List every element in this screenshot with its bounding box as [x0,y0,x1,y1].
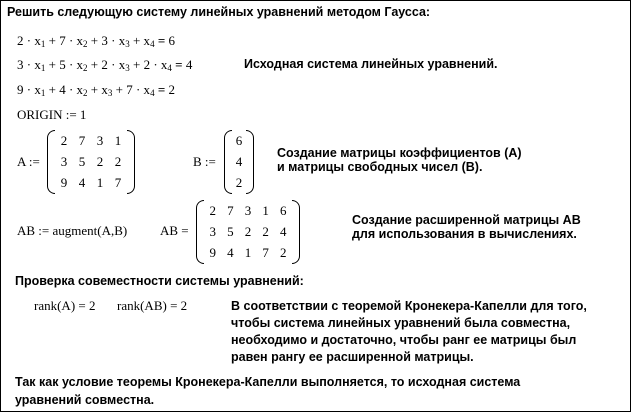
eq1-rhs: 6 [168,33,175,48]
eq3-rhs: 2 [168,82,175,97]
matrix-ab-cell: 4 [279,223,287,239]
matrix-b-right-bracket [246,130,254,194]
problem-title: Решить следующую систему линейных уравнений методом Гаусса: [7,5,431,19]
eq1-coef-2: 7 [59,33,66,48]
caption-matrices-line-2: и матрицы свободных чисел (B). [277,160,483,174]
matrix-ab-cell: 2 [209,202,217,218]
theorem-text [231,298,587,366]
matrix-a [47,130,135,194]
matrix-ab-label: AB = [160,223,189,238]
equation-3: $9 \cdot x_1 + 4 \cdot x_2 + x_3 + 7 \cdot x_4 = 2$ [17,82,175,98]
conclusion-text [15,373,520,409]
matrix-a-right-bracket [127,130,135,194]
theorem-line-4: равен рангу ее расширенной матрицы. [231,350,474,364]
matrix-a-cell: 3 [60,153,68,169]
eq2-coef-3: 2 [101,57,108,72]
matrix-b-label: B := [193,154,216,169]
matrix-ab-right-bracket [292,200,300,264]
eq2-rhs: 4 [185,57,193,72]
origin-assignment: ORIGIN := 1 [17,107,87,122]
matrix-ab-cell: 5 [227,223,234,239]
conclusion-line-2: уравнений совместна. [15,393,155,407]
matrix-ab-cell: 1 [244,245,252,261]
matrix-ab-cell: 9 [209,245,217,261]
matrix-ab-cell: 4 [227,245,234,261]
eq3-coef-4: 7 [126,82,133,97]
matrix-a-label: A := [17,154,40,169]
matrix-a-left-bracket [47,130,55,194]
theorem-line-1: В соответствии с теоремой Кронекера-Капелли для того, [231,299,587,313]
matrix-ab-cell: 2 [279,245,287,261]
eq3-coef-2: 4 [59,82,66,97]
matrix-b [224,130,254,194]
matrix-ab-left-bracket [196,200,204,264]
conclusion-line-1: Так как условие теоремы Кронекера-Капелли выполняется, то исходная система [15,375,521,389]
eq1-coef-1: 2 [17,33,24,48]
matrix-a-cell: 5 [78,153,86,169]
matrix-ab-cell: 1 [262,202,269,218]
matrix-ab-cell: 2 [262,223,269,239]
matrix-ab-cell: 3 [244,202,252,218]
caption-matrices [277,146,522,174]
matrix-a-cell: 2 [60,132,68,148]
matrix-a-cell: 2 [114,153,122,169]
theorem-line-3: необходимо и достаточно, чтобы ранг ее матрицы был [231,333,577,347]
caption-matrices-line-1: Создание матрицы коэффициентов (A) [277,146,522,160]
theorem-line-2: чтобы система линейных уравнений была совместна, [231,316,571,330]
eq2-coef-4: 2 [143,57,151,72]
matrix-ab-cell: 7 [262,245,269,261]
matrix-a-cell: 4 [78,175,86,191]
matrix-ab-cell: 3 [209,223,217,239]
matrix-ab-cell: 7 [227,202,234,218]
caption-augmented-line-1: Создание расширенной матрицы AB [352,213,581,227]
matrix-a-cell: 1 [114,132,122,148]
matrix-ab [196,200,300,264]
matrix-a-cell: 3 [96,132,104,148]
matrix-a-cell: 7 [114,175,122,191]
matrix-a-cell: 7 [78,132,86,148]
equation-2: $3 \cdot x_1 + 5 \cdot x_2 + 2 \cdot x_3 + 2 \cdot x_4 = 4$ [17,57,193,73]
equation-1: $2 \cdot x_1 + 7 \cdot x_2 + 3 \cdot x_3 + x_4 = 6$ [17,33,175,49]
matrix-ab-cell: 2 [244,223,252,239]
matrix-a-cell: 9 [60,175,68,191]
matrix-b-cell: 6 [235,132,243,148]
eq1-coef-3: 3 [101,33,108,48]
rank-a-result: rank(A) = 2 [34,298,96,313]
caption-original-system: Исходная система линейных уравнений. [244,57,498,71]
matrix-b-cell: 2 [235,175,243,191]
eq3-coef-1: 9 [17,82,24,97]
matrix-b-left-bracket [224,130,232,194]
caption-augmented-line-2: для использования в вычислениях. [352,227,577,241]
matrix-ab-cell: 6 [279,202,287,218]
consistency-heading: Проверка совеместности системы уравнений: [15,274,304,288]
matrix-a-cell: 2 [96,153,104,169]
matrix-a-cell: 1 [96,175,104,191]
eq2-coef-2: 5 [59,57,66,72]
rank-ab-result: rank(AB) = 2 [117,298,188,313]
eq2-coef-1: 3 [17,57,24,72]
matrix-b-cell: 4 [235,153,243,169]
caption-augmented [352,213,581,241]
augment-expression: AB := augment(A,B) [17,223,128,238]
